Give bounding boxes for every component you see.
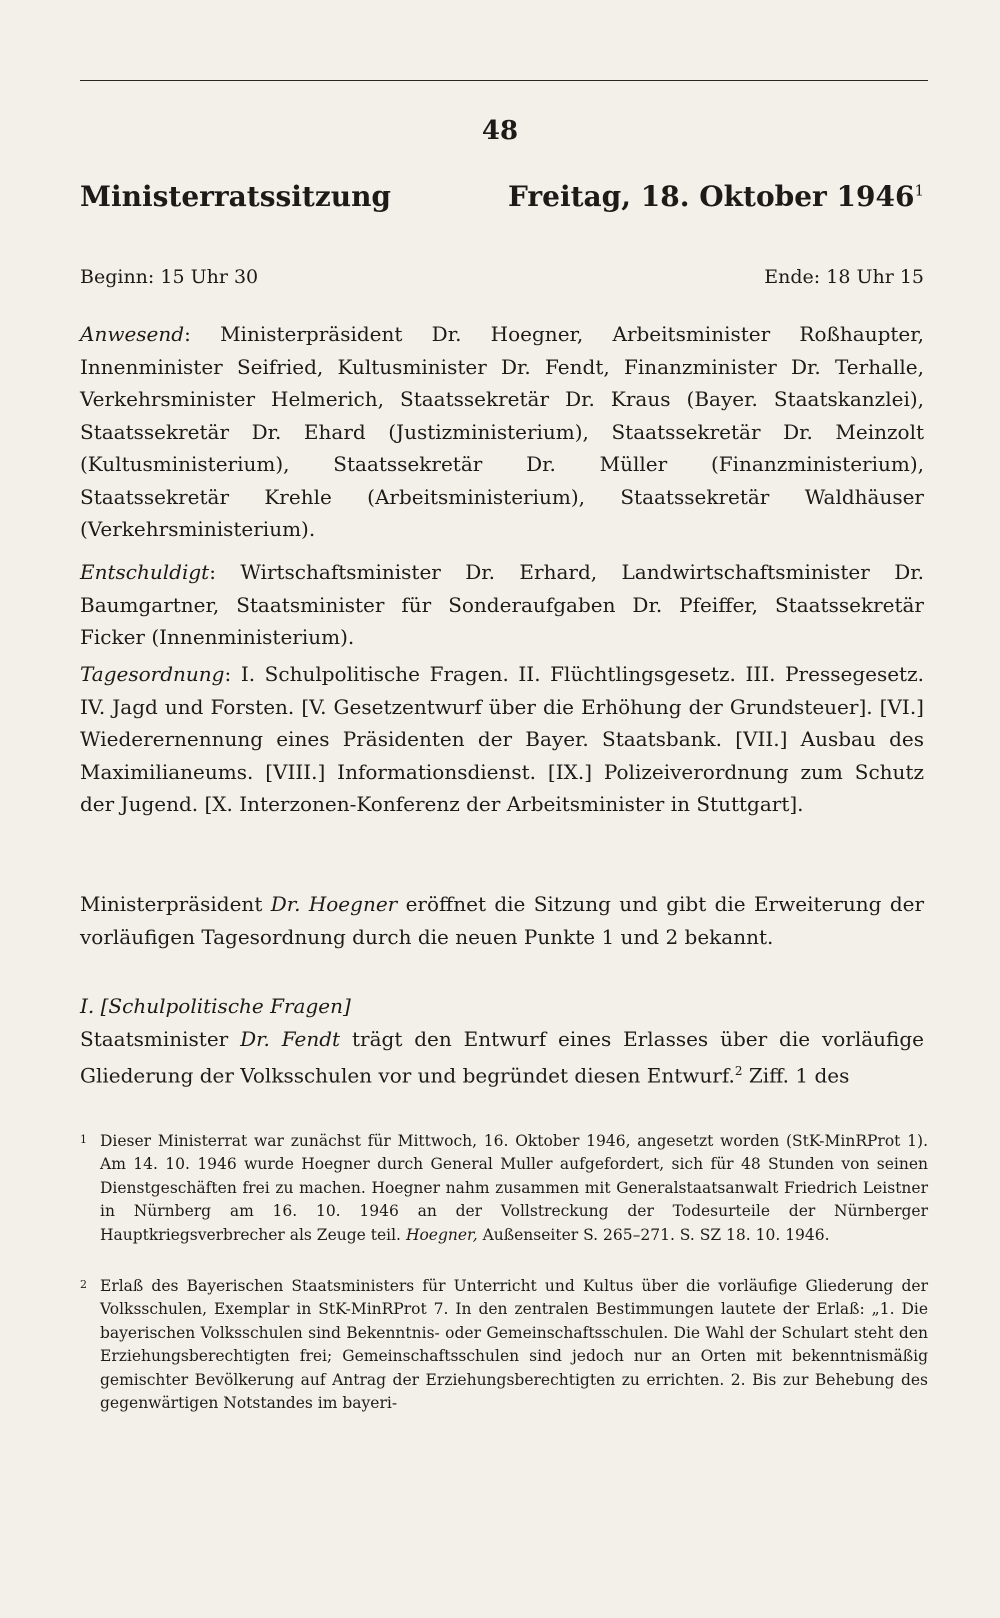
footnote-ref-2[interactable]: 2 — [734, 1064, 743, 1078]
header-rule — [80, 80, 928, 81]
excused-text: Wirtschaftsminister Dr. Erhard, Landwirtschaftsminister Dr. Baumgartner, Staatsminister für Sonderaufgaben Dr. Pfeiffer, Staatssekretär Ficker (Innenministerium). — [80, 560, 924, 649]
footnote-2: 2 Erlaß des Bayerischen Staatsministers für Unterricht und Kultus über die vorläufige Gliederung der Volksschulen, Exemplar in StK-MinRProt 7. In den zentralen Bestimmungen lautete der Erlaß: „1. Die bayerischen Volksschulen sind Bekenntnis- oder Gemeinschaftsschulen. Die Wahl der Schulart steht den Erziehungsberechtigten frei; Gemeinschaftsschulen sind jedoch nur an Orten mit bekenntnismäßig gemischter Bevölkerung auf Antrag der Erziehungsberechtigten zu errichten. 2. Bis zur Behebung des gegenwärtigen Notstandes im bayeri- — [80, 1275, 928, 1415]
end-time: Ende: 18 Uhr 15 — [764, 266, 924, 288]
agenda-label: Tagesordnung — [80, 662, 225, 686]
excused-label: Entschuldigt — [80, 560, 210, 584]
footnote-number: 2 — [80, 1278, 87, 1291]
section-1-heading: I. [Schulpolitische Fragen] — [80, 994, 351, 1018]
agenda-text: I. Schulpolitische Fragen. II. Flüchtlingsgesetz. III. Pressegesetz. IV. Jagd und Forsten. [V. Gesetzentwurf über die Erhöhung der Grundsteuer]. [VI.] Wiederernennung eines Präsidenten der Bayer. Staatsbank. [VII.] Ausbau des Maximilianeums. [VIII.] Informationsdienst. [IX.] Polizeiverordnung zum Schutz der Jugend. [X. Interzonen-Konferenz der Arbeitsminister in Stuttgart]. — [80, 662, 924, 816]
session-times — [80, 266, 924, 288]
session-date: Freitag, 18. Oktober 1946$^1$ — [508, 180, 924, 213]
begin-time: Beginn: 15 Uhr 30 — [80, 266, 259, 288]
attendance-present: Anwesend: Ministerpräsident Dr. Hoegner, Arbeitsminister Roßhaupter, Innenminister Seifried, Kultusminister Dr. Fendt, Finanzminister Dr. Terhalle, Verkehrsminister Helmerich, Staatssekretär Dr. Kraus (Bayer. Staatskanzlei), Staatssekretär Dr. Ehard (Justizministerium), Staatssekretär Dr. Meinzolt (Kultusministerium), Staatssekretär Dr. Müller (Finanzministerium), Staatssekretär Krehle (Arbeitsministerium), Staatssekretär Waldhäuser (Verkehrsministerium). — [80, 322, 924, 541]
session-title: Ministerratssitzung — [80, 180, 392, 213]
present-text: Ministerpräsident Dr. Hoegner, Arbeitsminister Roßhaupter, Innenminister Seifried, Kultusminister Dr. Fendt, Finanzminister Dr. Terhalle, Verkehrsminister Helmerich, Staatssekretär Dr. Kraus (Bayer. Staatskanzlei), Staatssekretär Dr. Ehard (Justizministerium), Staatssekretär Dr. Meinzolt (Kultusministerium), Staatssekretär Dr. Müller (Finanzministerium), Staatssekretär Krehle (Arbeitsministerium), Staatssekretär Waldhäuser (Verkehrsministerium). — [80, 322, 924, 541]
agenda: Tagesordnung: I. Schulpolitische Fragen. II. Flüchtlingsgesetz. III. Pressegesetz. IV. Jagd und Forsten. [V. Gesetzentwurf über die Erhöhung der Grundsteuer]. [VI.] Wiederernennung eines Präsidenten der Bayer. Staatsbank. [VII.] Ausbau des Maximilianeums. [VIII.] Informationsdienst. [IX.] Polizeiverordnung zum Schutz der Jugend. [X. Interzonen-Konferenz der Arbeitsminister in Stuttgart]. — [80, 662, 924, 816]
speaker-name: Dr. Hoegner — [270, 892, 398, 916]
session-heading — [80, 180, 924, 214]
opening-paragraph: Ministerpräsident Dr. Hoegner eröffnet die Sitzung und gibt die Erweiterung der vorläufigen Tagesordnung durch die neuen Punkte 1 und 2 bekannt. — [80, 892, 925, 949]
footnote-ref-1[interactable]: 1 — [914, 181, 924, 200]
footnote-1: 1 Dieser Ministerrat war zunächst für Mittwoch, 16. Oktober 1946, angesetzt worden (StK-MinRProt 1). Am 14. 10. 1946 wurde Hoegner durch General Muller aufgefordert, sich für 48 Stunden von seinen Dienstgeschäften frei zu machen. Hoegner nahm zusammen mit Generalstaatsanwalt Friedrich Leistner in Nürnberg am 16. 10. 1946 an der Vollstreckung der Todesurteile der Nürnberger Hauptkriegsverbrecher als Zeuge teil. Hoegner, Außenseiter S. 265–271. S. SZ 18. 10. 1946. — [80, 1130, 928, 1247]
speaker-name: Dr. Fendt — [240, 1026, 341, 1051]
present-label: Anwesend — [80, 322, 185, 346]
section-1: I. [Schulpolitische Fragen] Staatsminister Dr. Fendt trägt den Entwurf eines Erlasses über die vorläufige Gliederung der Volksschulen vor und begründet diesen Entwurf.$^2$ Ziff. 1 des — [80, 990, 924, 1092]
document-number: 48 — [481, 116, 519, 146]
attendance-excused: Entschuldigt: Wirtschaftsminister Dr. Erhard, Landwirtschaftsminister Dr. Baumgartner, Staatsminister für Sonderaufgaben Dr. Pfeiffer, Staatssekretär Ficker (Innenministerium). — [80, 560, 924, 649]
footnote-number: 1 — [80, 1133, 87, 1146]
